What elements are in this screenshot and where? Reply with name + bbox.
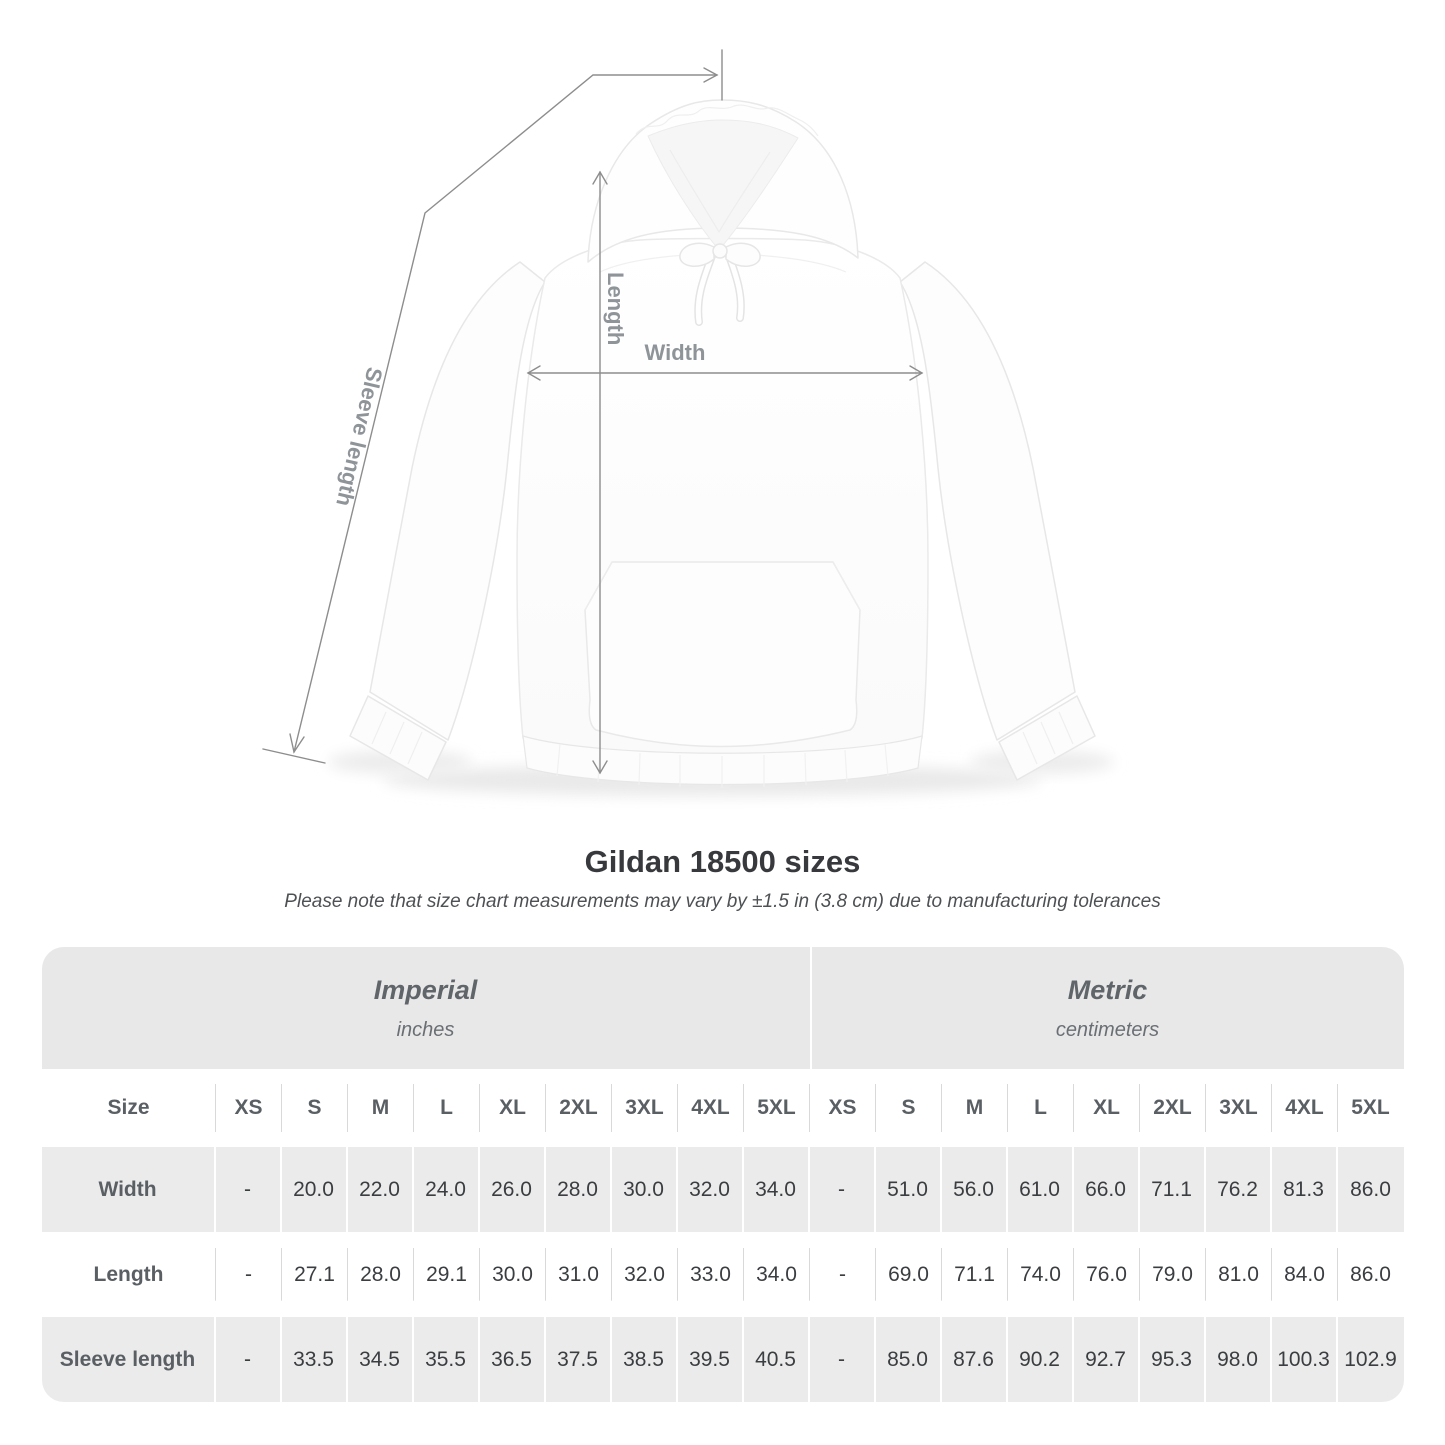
col-header: XL <box>480 1069 546 1147</box>
cell: 76.2 <box>1206 1147 1272 1232</box>
cell: 87.6 <box>942 1317 1008 1402</box>
col-header: 2XL <box>546 1069 612 1147</box>
col-header: XL <box>1074 1069 1140 1147</box>
length-measure-label: Length <box>603 272 628 346</box>
cell: 34.0 <box>744 1147 810 1232</box>
cell: 33.5 <box>282 1317 348 1402</box>
cell: - <box>216 1232 282 1317</box>
cell: 102.9 <box>1344 1347 1397 1371</box>
cell: 33.0 <box>678 1232 744 1317</box>
sleeve-length-measure-label: Sleeve length <box>331 364 388 509</box>
table-row-width <box>42 1147 1404 1232</box>
cell: 85.0 <box>876 1317 942 1402</box>
col-header: 4XL <box>678 1069 744 1147</box>
row-label: Width <box>42 1147 216 1232</box>
cell: - <box>216 1147 282 1232</box>
col-header: 3XL <box>612 1069 678 1147</box>
cell: 28.0 <box>546 1147 612 1232</box>
cell: - <box>810 1317 876 1402</box>
cell: 84.0 <box>1272 1232 1338 1317</box>
col-header: M <box>942 1069 1008 1147</box>
cell: 100.3 <box>1272 1317 1338 1402</box>
metric-unit-label: centimeters <box>1055 1018 1160 1041</box>
cell: 56.0 <box>942 1147 1008 1232</box>
hoodie-garment <box>350 100 1095 788</box>
cell: 86.0 <box>1350 1177 1391 1201</box>
cell: 31.0 <box>546 1232 612 1317</box>
cell: 79.0 <box>1140 1232 1206 1317</box>
imperial-unit-label: inches <box>396 1018 455 1041</box>
col-header: XS <box>810 1069 876 1147</box>
cell: 92.7 <box>1074 1317 1140 1402</box>
cell: 28.0 <box>348 1232 414 1317</box>
cell: - <box>216 1317 282 1402</box>
page-title: Gildan 18500 sizes <box>584 844 861 879</box>
cell: 71.1 <box>1140 1147 1206 1232</box>
cell: 51.0 <box>876 1147 942 1232</box>
cell: 81.0 <box>1206 1232 1272 1317</box>
cell: 30.0 <box>612 1147 678 1232</box>
cell: 76.0 <box>1074 1232 1140 1317</box>
imperial-group-header <box>42 947 810 1069</box>
cell: 98.0 <box>1206 1317 1272 1402</box>
cell: 61.0 <box>1008 1147 1074 1232</box>
cell: 37.5 <box>546 1317 612 1402</box>
cell: 66.0 <box>1074 1147 1140 1232</box>
col-header: 5XL <box>1351 1096 1390 1119</box>
col-header: XS <box>216 1069 282 1147</box>
table-row-length <box>42 1232 1404 1317</box>
cell: 24.0 <box>414 1147 480 1232</box>
imperial-label: Imperial <box>373 974 478 1005</box>
metric-group-header <box>810 947 1404 1069</box>
col-header: 5XL <box>744 1069 810 1147</box>
cell: 30.0 <box>480 1232 546 1317</box>
cell: - <box>810 1232 876 1317</box>
row-label: Length <box>42 1232 216 1317</box>
cell: 35.5 <box>414 1317 480 1402</box>
cell: 86.0 <box>1350 1262 1391 1286</box>
cell: 74.0 <box>1008 1232 1074 1317</box>
cell: 26.0 <box>480 1147 546 1232</box>
unit-group-header-row <box>42 947 1404 1069</box>
cell: 34.5 <box>348 1317 414 1402</box>
col-header: M <box>348 1069 414 1147</box>
cell: 32.0 <box>612 1232 678 1317</box>
cell: 36.5 <box>480 1317 546 1402</box>
col-header: 4XL <box>1272 1069 1338 1147</box>
cell: 95.3 <box>1140 1317 1206 1402</box>
cell: 69.0 <box>876 1232 942 1317</box>
cell: 34.0 <box>744 1232 810 1317</box>
cell: 81.3 <box>1272 1147 1338 1232</box>
cell: 27.1 <box>282 1232 348 1317</box>
size-column-header: Size <box>42 1069 216 1147</box>
cell: 39.5 <box>678 1317 744 1402</box>
cell: 71.1 <box>942 1232 1008 1317</box>
cell: - <box>810 1147 876 1232</box>
width-measure-label: Width <box>644 340 706 365</box>
cell: 90.2 <box>1008 1317 1074 1402</box>
cell: 20.0 <box>282 1147 348 1232</box>
table-row-sleeve-length <box>42 1317 1404 1402</box>
col-header: L <box>414 1069 480 1147</box>
row-label: Sleeve length <box>42 1317 216 1402</box>
size-chart-table <box>42 947 1404 1402</box>
cell: 38.5 <box>612 1317 678 1402</box>
size-header-row <box>42 1069 1404 1147</box>
metric-label: Metric <box>1067 974 1148 1005</box>
tolerance-note: Please note that size chart measurements may vary by ±1.5 in (3.8 cm) due to manufacturing tolerances <box>284 891 1161 912</box>
col-header: 3XL <box>1206 1069 1272 1147</box>
col-header: S <box>876 1069 942 1147</box>
cell: 40.5 <box>744 1317 810 1402</box>
cell: 29.1 <box>414 1232 480 1317</box>
cell: 32.0 <box>678 1147 744 1232</box>
col-header: S <box>282 1069 348 1147</box>
cell: 22.0 <box>348 1147 414 1232</box>
col-header: L <box>1008 1069 1074 1147</box>
col-header: 2XL <box>1140 1069 1206 1147</box>
